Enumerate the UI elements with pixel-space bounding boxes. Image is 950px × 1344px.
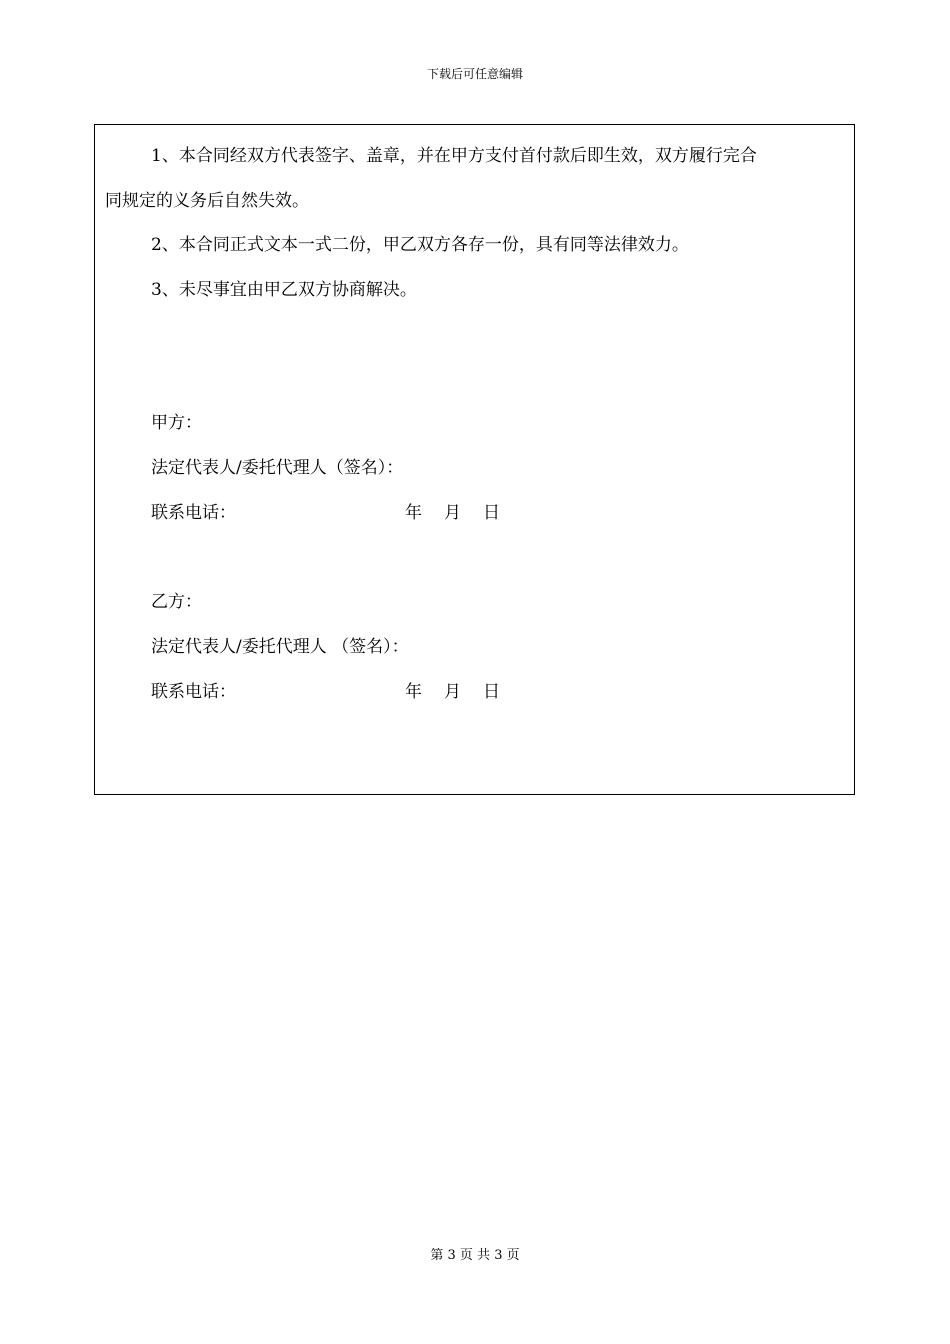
party-b-phone: 联系电话：	[151, 682, 236, 702]
page-footer: 第 3 页 共 3 页	[430, 1248, 520, 1263]
party-a-label: 甲方：	[151, 413, 202, 433]
party-b-representative: 法定代表人/委托代理人 （签名）：	[151, 637, 409, 657]
party-b-date-month: 月	[444, 682, 461, 702]
contract-terms-box	[94, 124, 855, 795]
party-a-date-month: 月	[444, 503, 461, 523]
party-b-date-year: 年	[405, 682, 422, 702]
party-a-date-day: 日	[483, 503, 500, 523]
party-a-date-year: 年	[405, 503, 422, 523]
page-header: 下载后可任意编辑	[426, 67, 523, 81]
party-b-date-day: 日	[483, 682, 500, 702]
clause-2: 2、本合同正式文本一式二份，甲乙双方各存一份，具有同等法律效力。	[151, 235, 689, 255]
party-b-label: 乙方：	[151, 592, 202, 612]
party-a-representative: 法定代表人/委托代理人（签名）：	[151, 458, 404, 478]
clause-1-line-1: 1、本合同经双方代表签字、盖章，并在甲方支付首付款后即生效，双方履行完合	[151, 146, 757, 166]
clause-3: 3、未尽事宜由甲乙双方协商解决。	[151, 280, 417, 300]
clause-1-line-2: 同规定的义务后自然失效。	[105, 191, 309, 211]
party-a-phone: 联系电话：	[151, 503, 236, 523]
